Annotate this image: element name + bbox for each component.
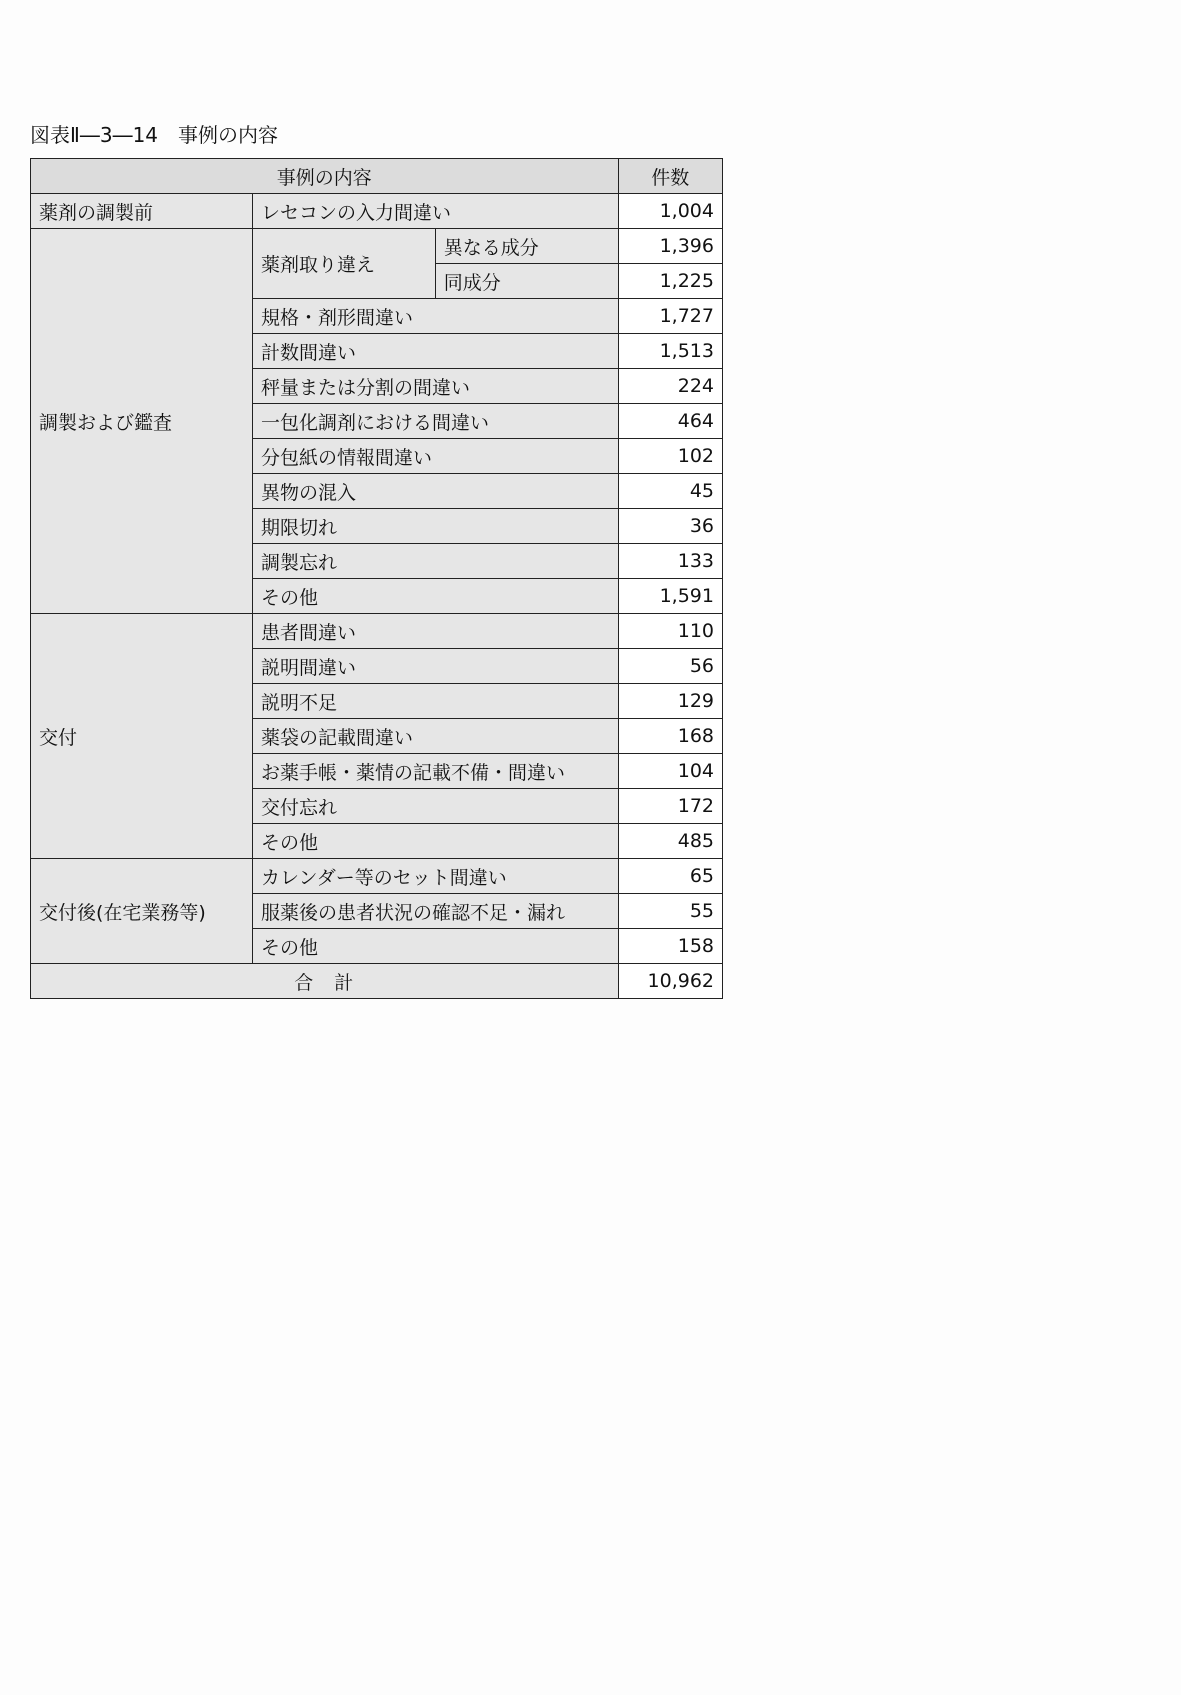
item-count: 168: [618, 719, 722, 754]
item-count: 133: [618, 544, 722, 579]
item-label: カレンダー等のセット間違い: [252, 859, 618, 894]
item-label: 服薬後の患者状況の確認不足・漏れ: [252, 894, 618, 929]
header-content: 事例の内容: [31, 159, 619, 194]
total-count: 10,962: [618, 964, 722, 999]
item-label: 規格・剤形間違い: [252, 299, 618, 334]
item-count: 1,225: [618, 264, 722, 299]
item-label: 交付忘れ: [252, 789, 618, 824]
category-preparation-audit: 調製および鑑査: [31, 229, 253, 614]
item-label: 調製忘れ: [252, 544, 618, 579]
item-count: 1,513: [618, 334, 722, 369]
table-header-row: [31, 159, 723, 194]
item-count: 464: [618, 404, 722, 439]
item-count: 129: [618, 684, 722, 719]
total-row: [31, 964, 723, 999]
item-count: 172: [618, 789, 722, 824]
item-label: 患者間違い: [252, 614, 618, 649]
subitem-label: 同成分: [435, 264, 618, 299]
table-row: [31, 614, 723, 649]
item-label: 異物の混入: [252, 474, 618, 509]
item-count: 45: [618, 474, 722, 509]
item-label: 一包化調剤における間違い: [252, 404, 618, 439]
case-content-table: [30, 158, 723, 999]
item-label: その他: [252, 929, 618, 964]
item-count: 1,004: [618, 194, 722, 229]
item-label: 期限切れ: [252, 509, 618, 544]
item-count: 485: [618, 824, 722, 859]
category-pre-preparation: 薬剤の調製前: [31, 194, 253, 229]
item-count: 102: [618, 439, 722, 474]
category-delivery: 交付: [31, 614, 253, 859]
table-row: [31, 229, 723, 264]
item-label: 説明間違い: [252, 649, 618, 684]
item-label: その他: [252, 824, 618, 859]
header-count: 件数: [618, 159, 722, 194]
item-label: お薬手帳・薬情の記載不備・間違い: [252, 754, 618, 789]
item-label: 分包紙の情報間違い: [252, 439, 618, 474]
item-label: 説明不足: [252, 684, 618, 719]
category-after-delivery: 交付後(在宅業務等): [31, 859, 253, 964]
item-label: 薬袋の記載間違い: [252, 719, 618, 754]
item-count: 1,591: [618, 579, 722, 614]
item-count: 36: [618, 509, 722, 544]
item-count: 55: [618, 894, 722, 929]
item-count: 158: [618, 929, 722, 964]
item-label: 計数間違い: [252, 334, 618, 369]
item-count: 224: [618, 369, 722, 404]
item-count: 110: [618, 614, 722, 649]
item-count: 56: [618, 649, 722, 684]
subitem-label: 異なる成分: [435, 229, 618, 264]
figure-caption: 図表Ⅱ―3―14 事例の内容: [30, 123, 279, 147]
table-row: [31, 194, 723, 229]
item-label: 秤量または分割の間違い: [252, 369, 618, 404]
item-label: その他: [252, 579, 618, 614]
table-row: [31, 859, 723, 894]
total-label: 合 計: [31, 964, 619, 999]
item-count: 65: [618, 859, 722, 894]
item-count: 1,396: [618, 229, 722, 264]
item-count: 104: [618, 754, 722, 789]
item-label-drug-mixup: 薬剤取り違え: [252, 229, 435, 299]
item-count: 1,727: [618, 299, 722, 334]
item-label: レセコンの入力間違い: [252, 194, 618, 229]
